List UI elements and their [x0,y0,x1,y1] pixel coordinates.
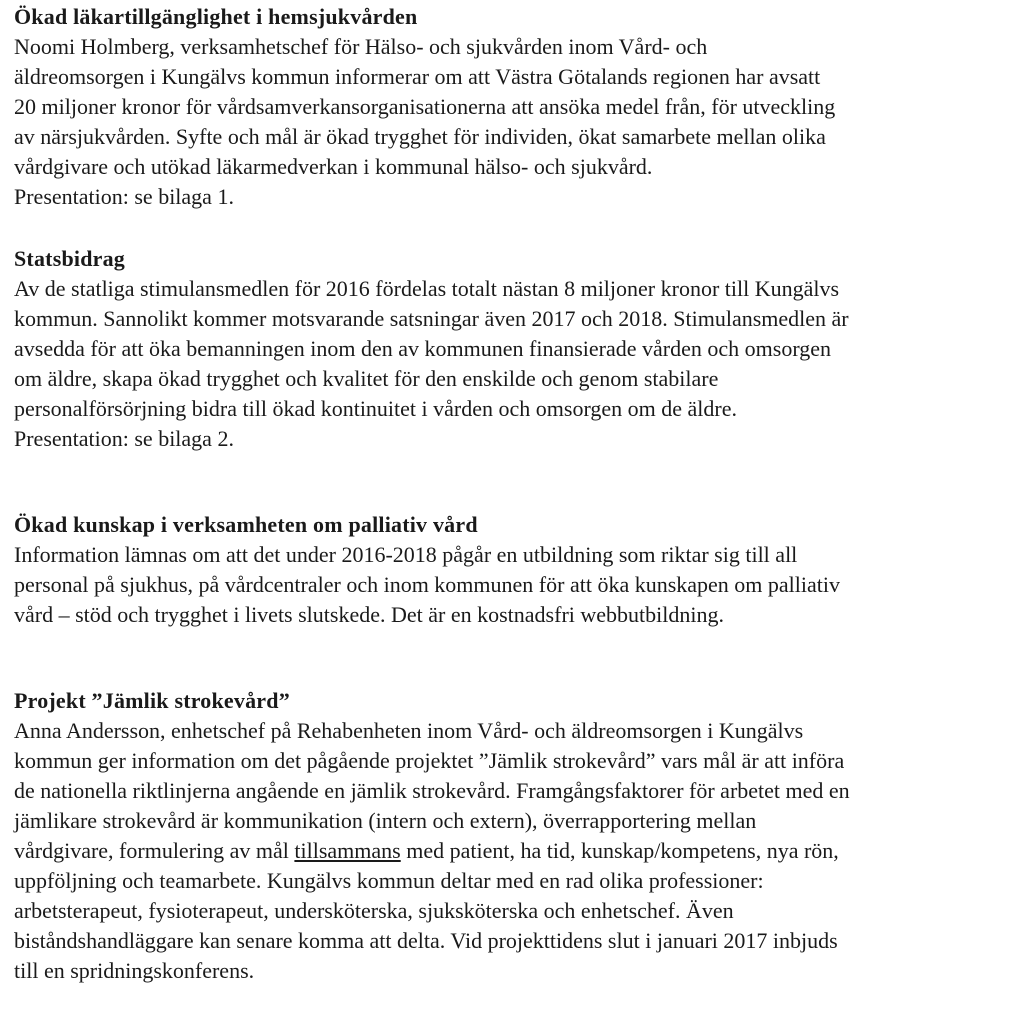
body-line: vårdgivare och utökad läkarmedverkan i kommunal hälso- och sjukvård. [14,154,653,179]
section-heading: Ökad läkartillgänglighet i hemsjukvården [14,4,418,29]
section-body [14,540,1010,630]
body-line: personalförsörjning bidra till ökad kontinuitet i vården och omsorgen om de äldre. [14,396,737,421]
body-line: Presentation: se bilaga 2. [14,426,234,451]
spacer [14,454,1010,510]
body-line: Av de statliga stimulansmedlen för 2016 fördelas totalt nästan 8 miljoner kronor till Kungälvs [14,276,840,301]
text-segment: med patient, ha tid, kunskap/kompetens, nya rön, [400,838,839,863]
body-line: Anna Andersson, enhetschef på Rehabenheten inom Vård- och äldreomsorgen i Kungälvs [14,718,804,743]
body-line: äldreomsorgen i Kungälvs kommun informerar om att Västra Götalands regionen har avsatt [14,64,821,89]
body-line-with-underline [14,836,1010,866]
body-line: uppföljning och teamarbete. Kungälvs kommun deltar med en rad olika professioner: [14,868,764,893]
body-line: om äldre, skapa ökad trygghet och kvalitet för den enskilde och genom stabilare [14,366,719,391]
body-line: vård – stöd och trygghet i livets slutskede. Det är en kostnadsfri webbutbildning. [14,602,724,627]
body-line: kommun ger information om det pågående projektet ”Jämlik strokevård” vars mål är att införa [14,748,845,773]
section-heading: Statsbidrag [14,246,125,271]
body-line: avsedda för att öka bemanningen inom den av kommunen finansierade vården och omsorgen [14,336,832,361]
body-line: till en spridningskonferens. [14,958,255,983]
body-line: Noomi Holmberg, verksamhetschef för Hälso- och sjukvården inom Vård- och [14,34,708,59]
section-body [14,32,1010,212]
spacer [14,212,1010,244]
spacer [14,630,1010,686]
underlined-word: tillsammans [294,838,401,863]
body-line: Presentation: se bilaga 1. [14,184,234,209]
section-lakartillganglighet [14,2,1010,212]
body-line: av närsjukvården. Syfte och mål är ökad trygghet för individen, ökat samarbete mellan olika [14,124,826,149]
section-heading: Ökad kunskap i verksamheten om palliativ vård [14,512,478,537]
section-body [14,716,1010,986]
body-line: de nationella riktlinjerna angående en jämlik strokevård. Framgångsfaktorer för arbetet med en [14,778,850,803]
body-line: biståndshandläggare kan senare komma att delta. Vid projekttidens slut i januari 2017 inbjuds [14,928,838,953]
section-statsbidrag [14,244,1010,454]
section-palliativ-vard [14,510,1010,630]
body-line: Information lämnas om att det under 2016-2018 pågår en utbildning som riktar sig till all [14,542,798,567]
section-heading: Projekt ”Jämlik strokevård” [14,688,290,713]
text-segment: vårdgivare, formulering av mål [14,838,295,863]
section-body [14,274,1010,454]
body-line: arbetsterapeut, fysioterapeut, undersköterska, sjuksköterska och enhetschef. Även [14,898,734,923]
body-line: jämlikare strokevård är kommunikation (intern och extern), överrapportering mellan [14,808,757,833]
body-line: 20 miljoner kronor för vårdsamverkansorganisationerna att ansöka medel från, för utveckling [14,94,836,119]
section-jamlik-strokevard [14,686,1010,986]
body-line: personal på sjukhus, på vårdcentraler och inom kommunen för att öka kunskapen om palliativ [14,572,840,597]
body-line: kommun. Sannolikt kommer motsvarande satsningar även 2017 och 2018. Stimulansmedlen är [14,306,849,331]
